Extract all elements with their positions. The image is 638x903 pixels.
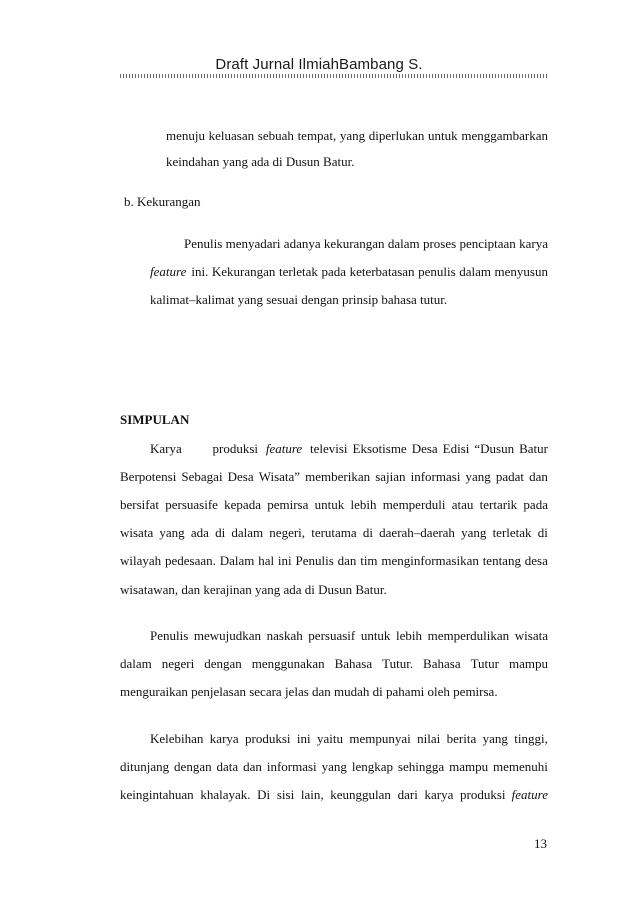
word: pada <box>523 497 548 512</box>
word: Tutur <box>470 656 499 671</box>
word: lain, <box>300 787 324 802</box>
word: Penulis <box>295 553 334 568</box>
word: nilai <box>417 731 441 746</box>
word: dan <box>337 553 357 568</box>
word: untuk <box>314 497 345 512</box>
word: yang <box>339 128 366 143</box>
simpulan-p2-line-1 <box>150 628 548 644</box>
word: produksi <box>245 731 291 746</box>
word: Sebagai <box>181 469 223 484</box>
intro-line-1 <box>166 128 548 144</box>
word: memperduli <box>382 497 446 512</box>
word: di <box>362 525 373 540</box>
word: yang <box>321 759 347 774</box>
word: kepada <box>224 497 261 512</box>
word: bersifat <box>120 497 159 512</box>
page-header-title: Draft Jurnal IlmiahBambang S. <box>215 56 423 73</box>
word: keunggulan <box>330 787 391 802</box>
word: Eksotisme <box>352 441 407 456</box>
word: dan <box>243 759 262 774</box>
word: Batur <box>519 441 548 456</box>
simpulan-p1-line-1 <box>150 441 548 457</box>
simpulan-p1-line-2 <box>120 469 548 485</box>
section-heading-kekurangan: b. Kekurangan <box>124 194 201 209</box>
word: tentang <box>482 553 521 568</box>
italic-term: feature <box>265 441 303 456</box>
word: berita <box>446 731 477 746</box>
word: negeri, <box>269 525 306 540</box>
word: pemirsa <box>267 497 309 512</box>
word: sebuah <box>257 128 294 143</box>
word: memperdulikan <box>427 628 510 643</box>
word: mempunyai <box>349 731 411 746</box>
word: sajian <box>375 469 406 484</box>
word: sisi <box>276 787 295 802</box>
word: Kekurangan <box>211 264 276 279</box>
word: yang <box>461 525 487 540</box>
word: tinggi, <box>514 731 548 746</box>
italic-term: feature <box>150 264 187 279</box>
word: hal <box>258 553 275 568</box>
word: Di <box>257 787 271 802</box>
word: lebih <box>350 497 377 512</box>
word: penulis <box>418 264 456 279</box>
word: produksi <box>460 787 506 802</box>
word: terletak <box>492 525 532 540</box>
word: karya <box>424 787 454 802</box>
word: mampu <box>449 759 489 774</box>
word: menyadari <box>225 236 281 251</box>
simpulan-p3-line-2 <box>120 759 548 775</box>
word: televisi <box>310 441 348 456</box>
simpulan-p3-line-3 <box>120 787 548 803</box>
p3-l3-a <box>120 787 512 803</box>
word: keterbatasan <box>349 264 415 279</box>
word: ini <box>277 553 292 568</box>
simpulan-p2-line-3: menguraikan penjelasan secara jelas dan mudah di pahami oleh pemirsa. <box>120 684 498 699</box>
word: Dalam <box>219 553 255 568</box>
intro-line-2: keindahan yang ada di Dusun Batur. <box>166 154 355 169</box>
word: lebih <box>396 628 423 643</box>
word: kekurangan <box>323 236 385 251</box>
simpulan-p1-line-4 <box>120 525 548 541</box>
word: dalam <box>231 525 264 540</box>
word: tim <box>360 553 378 568</box>
kekurangan-line-3: kalimat–kalimat yang sesuai dengan prinsip bahasa tutur. <box>150 292 448 307</box>
word: keingintahuan <box>120 787 194 802</box>
word: Edisi <box>442 441 470 456</box>
p1-l1-b <box>310 441 548 457</box>
word: informasi <box>266 759 317 774</box>
word: memenuhi <box>493 759 548 774</box>
word: data <box>216 759 239 774</box>
word: ditunjang <box>120 759 170 774</box>
simpulan-p3-line-1 <box>150 731 548 747</box>
word: wilayah <box>120 553 162 568</box>
word: ada <box>190 525 209 540</box>
word: diperlukan <box>368 128 425 143</box>
word: di <box>215 525 226 540</box>
word: tertarik <box>479 497 518 512</box>
word: mampu <box>508 656 548 671</box>
kekurangan-line-2 <box>150 264 548 280</box>
header-dotted-rule <box>120 74 548 78</box>
word: Berpotensi <box>120 469 177 484</box>
word: Bahasa <box>423 656 461 671</box>
word: persuasif <box>308 628 356 643</box>
word: “Dusun <box>474 441 515 456</box>
word: keluasan <box>208 128 255 143</box>
kekurangan-line-2-rest <box>186 264 548 280</box>
word: memberikan <box>305 469 371 484</box>
word: menggambarkan <box>461 128 548 143</box>
word: Bahasa <box>334 656 373 671</box>
word: negeri <box>161 656 195 671</box>
kekurangan-line-1 <box>184 236 548 252</box>
word: mewujudkan <box>193 628 262 643</box>
word: padat <box>495 469 525 484</box>
word: Penulis <box>184 236 223 251</box>
word: dengan <box>174 759 212 774</box>
italic-term: feature <box>511 787 548 802</box>
word: di <box>537 525 548 540</box>
simpulan-p2-line-2 <box>120 656 548 672</box>
section-heading-simpulan: SIMPULAN <box>120 412 190 427</box>
word: terutama <box>311 525 357 540</box>
p1-l1-a <box>150 441 258 457</box>
word: wisata <box>514 628 548 643</box>
simpulan-p1-line-6: wisatawan, dan kerajinan yang ada di Dusun Batur. <box>120 582 387 597</box>
word: Kelebihan <box>150 731 204 746</box>
word: produksi <box>212 441 258 456</box>
word: Tutur. <box>382 656 414 671</box>
word: lengkap <box>351 759 393 774</box>
word: yang <box>482 731 508 746</box>
word: naskah <box>266 628 303 643</box>
word: menyusun <box>494 264 548 279</box>
word: dalam <box>120 656 152 671</box>
word: wisata <box>120 525 154 540</box>
word: desa <box>524 553 548 568</box>
word: sehingga <box>397 759 445 774</box>
word: tempat, <box>297 128 337 143</box>
word: karya <box>519 236 548 251</box>
word: Desa <box>411 441 438 456</box>
word: untuk <box>428 128 458 143</box>
word: ini <box>296 731 311 746</box>
word: daerah–daerah <box>379 525 455 540</box>
page-number: 13 <box>534 836 547 851</box>
word: pedesaan. <box>164 553 216 568</box>
simpulan-p1-line-5 <box>120 553 548 569</box>
word: persuasife <box>165 497 218 512</box>
word: adanya <box>283 236 321 251</box>
word: untuk <box>360 628 391 643</box>
word: yang <box>159 525 185 540</box>
word: dan <box>529 469 548 484</box>
word: penciptaan <box>459 236 516 251</box>
word: atau <box>451 497 474 512</box>
word: yaitu <box>317 731 344 746</box>
word: Wisata” <box>258 469 301 484</box>
word: menginformasikan <box>381 553 479 568</box>
word: Penulis <box>150 628 189 643</box>
word: khalayak. <box>200 787 251 802</box>
word: Karya <box>150 441 182 456</box>
word: karya <box>209 731 239 746</box>
word: informasi <box>410 469 461 484</box>
word: pada <box>321 264 347 279</box>
word: proses <box>422 236 457 251</box>
simpulan-p1-line-3 <box>120 497 548 513</box>
word: terletak <box>278 264 318 279</box>
word: yang <box>465 469 491 484</box>
word: dari <box>397 787 418 802</box>
word: menggunakan <box>251 656 325 671</box>
word: Desa <box>227 469 254 484</box>
word: menuju <box>166 128 205 143</box>
word: dalam <box>387 236 420 251</box>
word: dalam <box>459 264 491 279</box>
word: dengan <box>204 656 242 671</box>
word: ini. <box>191 264 209 279</box>
